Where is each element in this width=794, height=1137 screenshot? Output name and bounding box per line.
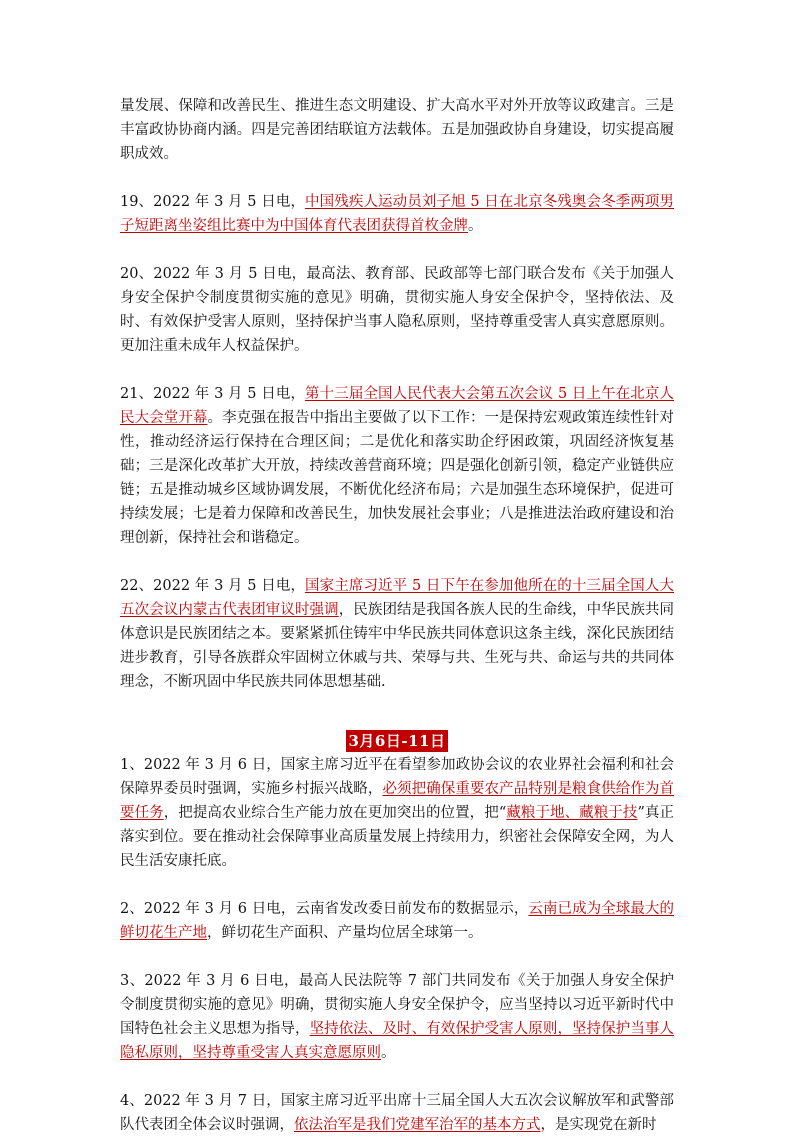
highlighted-text: 依法治军是我们党建军治军的基本方式 xyxy=(294,1117,541,1133)
news-item-item-20 xyxy=(120,262,674,358)
highlighted-text: 第十三届全国人民代表大会第五次会议 5 日上午在北京人民大会堂开幕 xyxy=(120,386,674,426)
news-item-cont xyxy=(120,94,674,166)
news-item-item-19 xyxy=(120,190,674,238)
body-text: ，民族团结是我国各族人民的生命线，中华民族共同体意识是民族团结之本。要紧紧抓住铸牢中华民族共同体意识这条主线，深化民族团结进步教育，引导各族群众牢固树立休戚与共、荣辱与共、生死与共、命运与共的共同体理念，不断巩固中华民族共同体思想基础. xyxy=(120,602,675,690)
highlighted-text: 藏粮于地、藏粮于技 xyxy=(506,805,638,821)
news-item-item-22 xyxy=(120,574,674,694)
body-text: 量发展、保障和改善民生、推进生态文明建设、扩大高水平对外开放等议政建言。三是丰富政协协商内涵。四是完善团结联谊方法载体。五是加强政协自身建设，切实提高履职成效。 xyxy=(120,98,674,162)
news-item-s-item-1 xyxy=(120,753,674,873)
body-text: 20、2022 年 3 月 5 日电，最高法、教育部、民政部等七部门联合发布《关于加强人身安全保护令制度贯彻实施的意见》明确，贯彻实施人身安全保护令，坚持依法、及时、有效保护受害人原则，坚持保护当事人隐私原则，坚持尊重受害人真实意愿原则。更加注重未成年人权益保护。 xyxy=(120,266,674,354)
section-heading xyxy=(120,730,674,753)
highlighted-text: 国家主席习近平 5 日下午在参加他所在的十三届全国人大五次会议内蒙古代表团审议时强调 xyxy=(120,578,674,618)
highlighted-text: 中国残疾人运动员刘子旭 5 日在北京冬残奥会冬季两项男子短距离坐姿组比赛中为中国体育代表团获得首枚金牌 xyxy=(120,194,674,234)
body-text: 1、2022 年 3 月 6 日，国家主席习近平在看望参加政协会议的农业界社会福利和社会保障界委员时强调，实施乡村振兴战略， xyxy=(120,757,674,797)
body-text: ”真正落实到位。要在推动社会保障事业高质量发展上持续用力，织密社会保障安全网，为人民生活安康托底。 xyxy=(120,805,675,869)
body-text: 21、2022 年 3 月 5 日电， xyxy=(120,386,306,402)
body-text: 22、2022 年 3 月 5 日电， xyxy=(120,578,306,594)
body-text: ，是实现党在新时 xyxy=(540,1117,657,1133)
body-text: 19、2022 年 3 月 5 日电， xyxy=(120,194,306,210)
highlighted-text: 云南已成为全球最大的鲜切花生产地 xyxy=(120,901,674,941)
body-text: 3、2022 年 3 月 6 日电，最高人民法院等 7 部门共同发布《关于加强人身安全保护令制度贯彻实施的意见》明确，贯彻实施人身安全保护令，应当坚持以习近平新时代中国特色社会主义思想为指导， xyxy=(120,973,674,1037)
section-heading-label: 3月6日-11日 xyxy=(346,730,449,752)
body-text: ，鲜切花生产面积、产量均位居全球第一。 xyxy=(207,925,483,941)
body-text: 4、2022 年 3 月 7 日，国家主席习近平出席十三届全国人大五次会议解放军和武警部队代表团全体会议时强调， xyxy=(120,1093,674,1133)
highlighted-text: 必须把确保重要农产品特别是粮食供给作为首要任务 xyxy=(120,781,675,821)
body-text: 。 xyxy=(381,1045,396,1061)
highlighted-text: 坚持依法、及时、有效保护受害人原则，坚持保护当事人隐私原则，坚持尊重受害人真实意愿原则 xyxy=(120,1021,675,1061)
body-text: 。 xyxy=(468,218,483,234)
news-list-before xyxy=(120,94,674,694)
news-item-item-21 xyxy=(120,382,674,550)
news-list-after xyxy=(120,753,674,1137)
news-item-s-item-4 xyxy=(120,1089,674,1137)
body-text: 。李克强在报告中指出主要做了以下工作：一是保持宏观政策连续性针对性，推动经济运行保持在合理区间；二是优化和落实助企纾困政策，巩固经济恢复基础；三是深化改革扩大开放，持续改善营商环境；四是强化创新引领，稳定产业链供应链；五是推动城乡区域协调发展，不断优化经济布局；六是加强生态环境保护，促进可持续发展；七是着力保障和改善民生，加快发展社会事业；八是推进法治政府建设和治理创新，保持社会和谐稳定。 xyxy=(120,410,675,546)
news-item-s-item-2 xyxy=(120,897,674,945)
body-text: ，把提高农业综合生产能力放在更加突出的位置，把“ xyxy=(163,805,507,821)
news-item-s-item-3 xyxy=(120,969,674,1065)
body-text: 2、2022 年 3 月 6 日电，云南省发改委日前发布的数据显示， xyxy=(120,901,529,917)
